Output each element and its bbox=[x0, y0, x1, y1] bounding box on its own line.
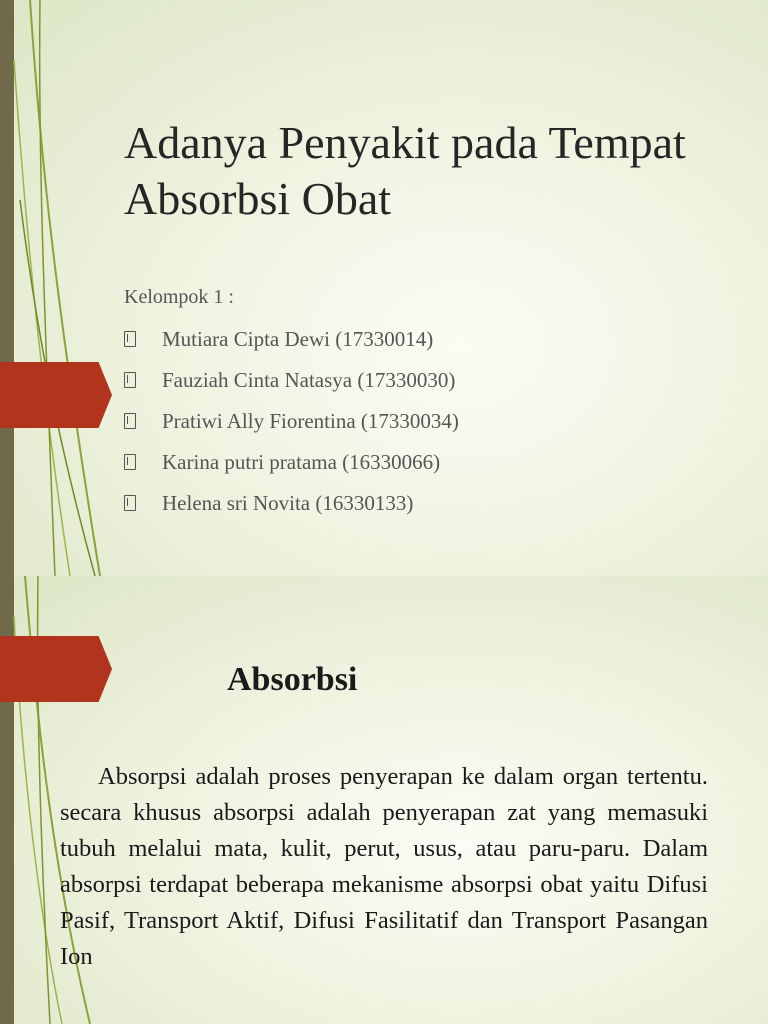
member-name: Karina putri pratama (16330066) bbox=[162, 450, 441, 474]
list-item bbox=[124, 405, 459, 446]
member-list bbox=[124, 323, 459, 528]
red-arrow-tab bbox=[0, 362, 112, 428]
left-accent-bar bbox=[0, 0, 14, 576]
member-name: Helena sri Novita (16330133) bbox=[162, 491, 414, 515]
list-item bbox=[124, 323, 459, 364]
member-name: Pratiwi Ally Fiorentina (17330034) bbox=[162, 409, 459, 433]
red-arrow-tab bbox=[0, 636, 112, 702]
list-item bbox=[124, 364, 459, 405]
list-item bbox=[124, 487, 459, 528]
square-bullet-icon bbox=[124, 331, 136, 347]
member-name: Fauziah Cinta Natasya (17330030) bbox=[162, 368, 456, 392]
section-heading: Absorbsi bbox=[227, 661, 358, 698]
content-slide bbox=[0, 576, 768, 1024]
square-bullet-icon bbox=[124, 413, 136, 429]
slide-title: Adanya Penyakit pada Tempat Absorbsi Obat bbox=[124, 117, 686, 224]
square-bullet-icon bbox=[124, 495, 136, 511]
square-bullet-icon bbox=[124, 454, 136, 470]
body-paragraph: Absorpsi adalah proses penyerapan ke dalam organ tertentu. secara khusus absorpsi adalah penyerapan zat yang memasuki tubuh melalui mata, kulit, perut, usus, atau paru-paru. Dalam absorpsi terdapat beberapa mekanisme absorpsi obat yaitu Difusi Pasif, Transport Aktif, Difusi Fasilitatif dan Transport Pasangan Ion bbox=[60, 763, 708, 970]
list-item bbox=[124, 446, 459, 487]
member-name: Mutiara Cipta Dewi (17330014) bbox=[162, 327, 434, 351]
square-bullet-icon bbox=[124, 372, 136, 388]
group-label: Kelompok 1 : bbox=[124, 286, 234, 308]
